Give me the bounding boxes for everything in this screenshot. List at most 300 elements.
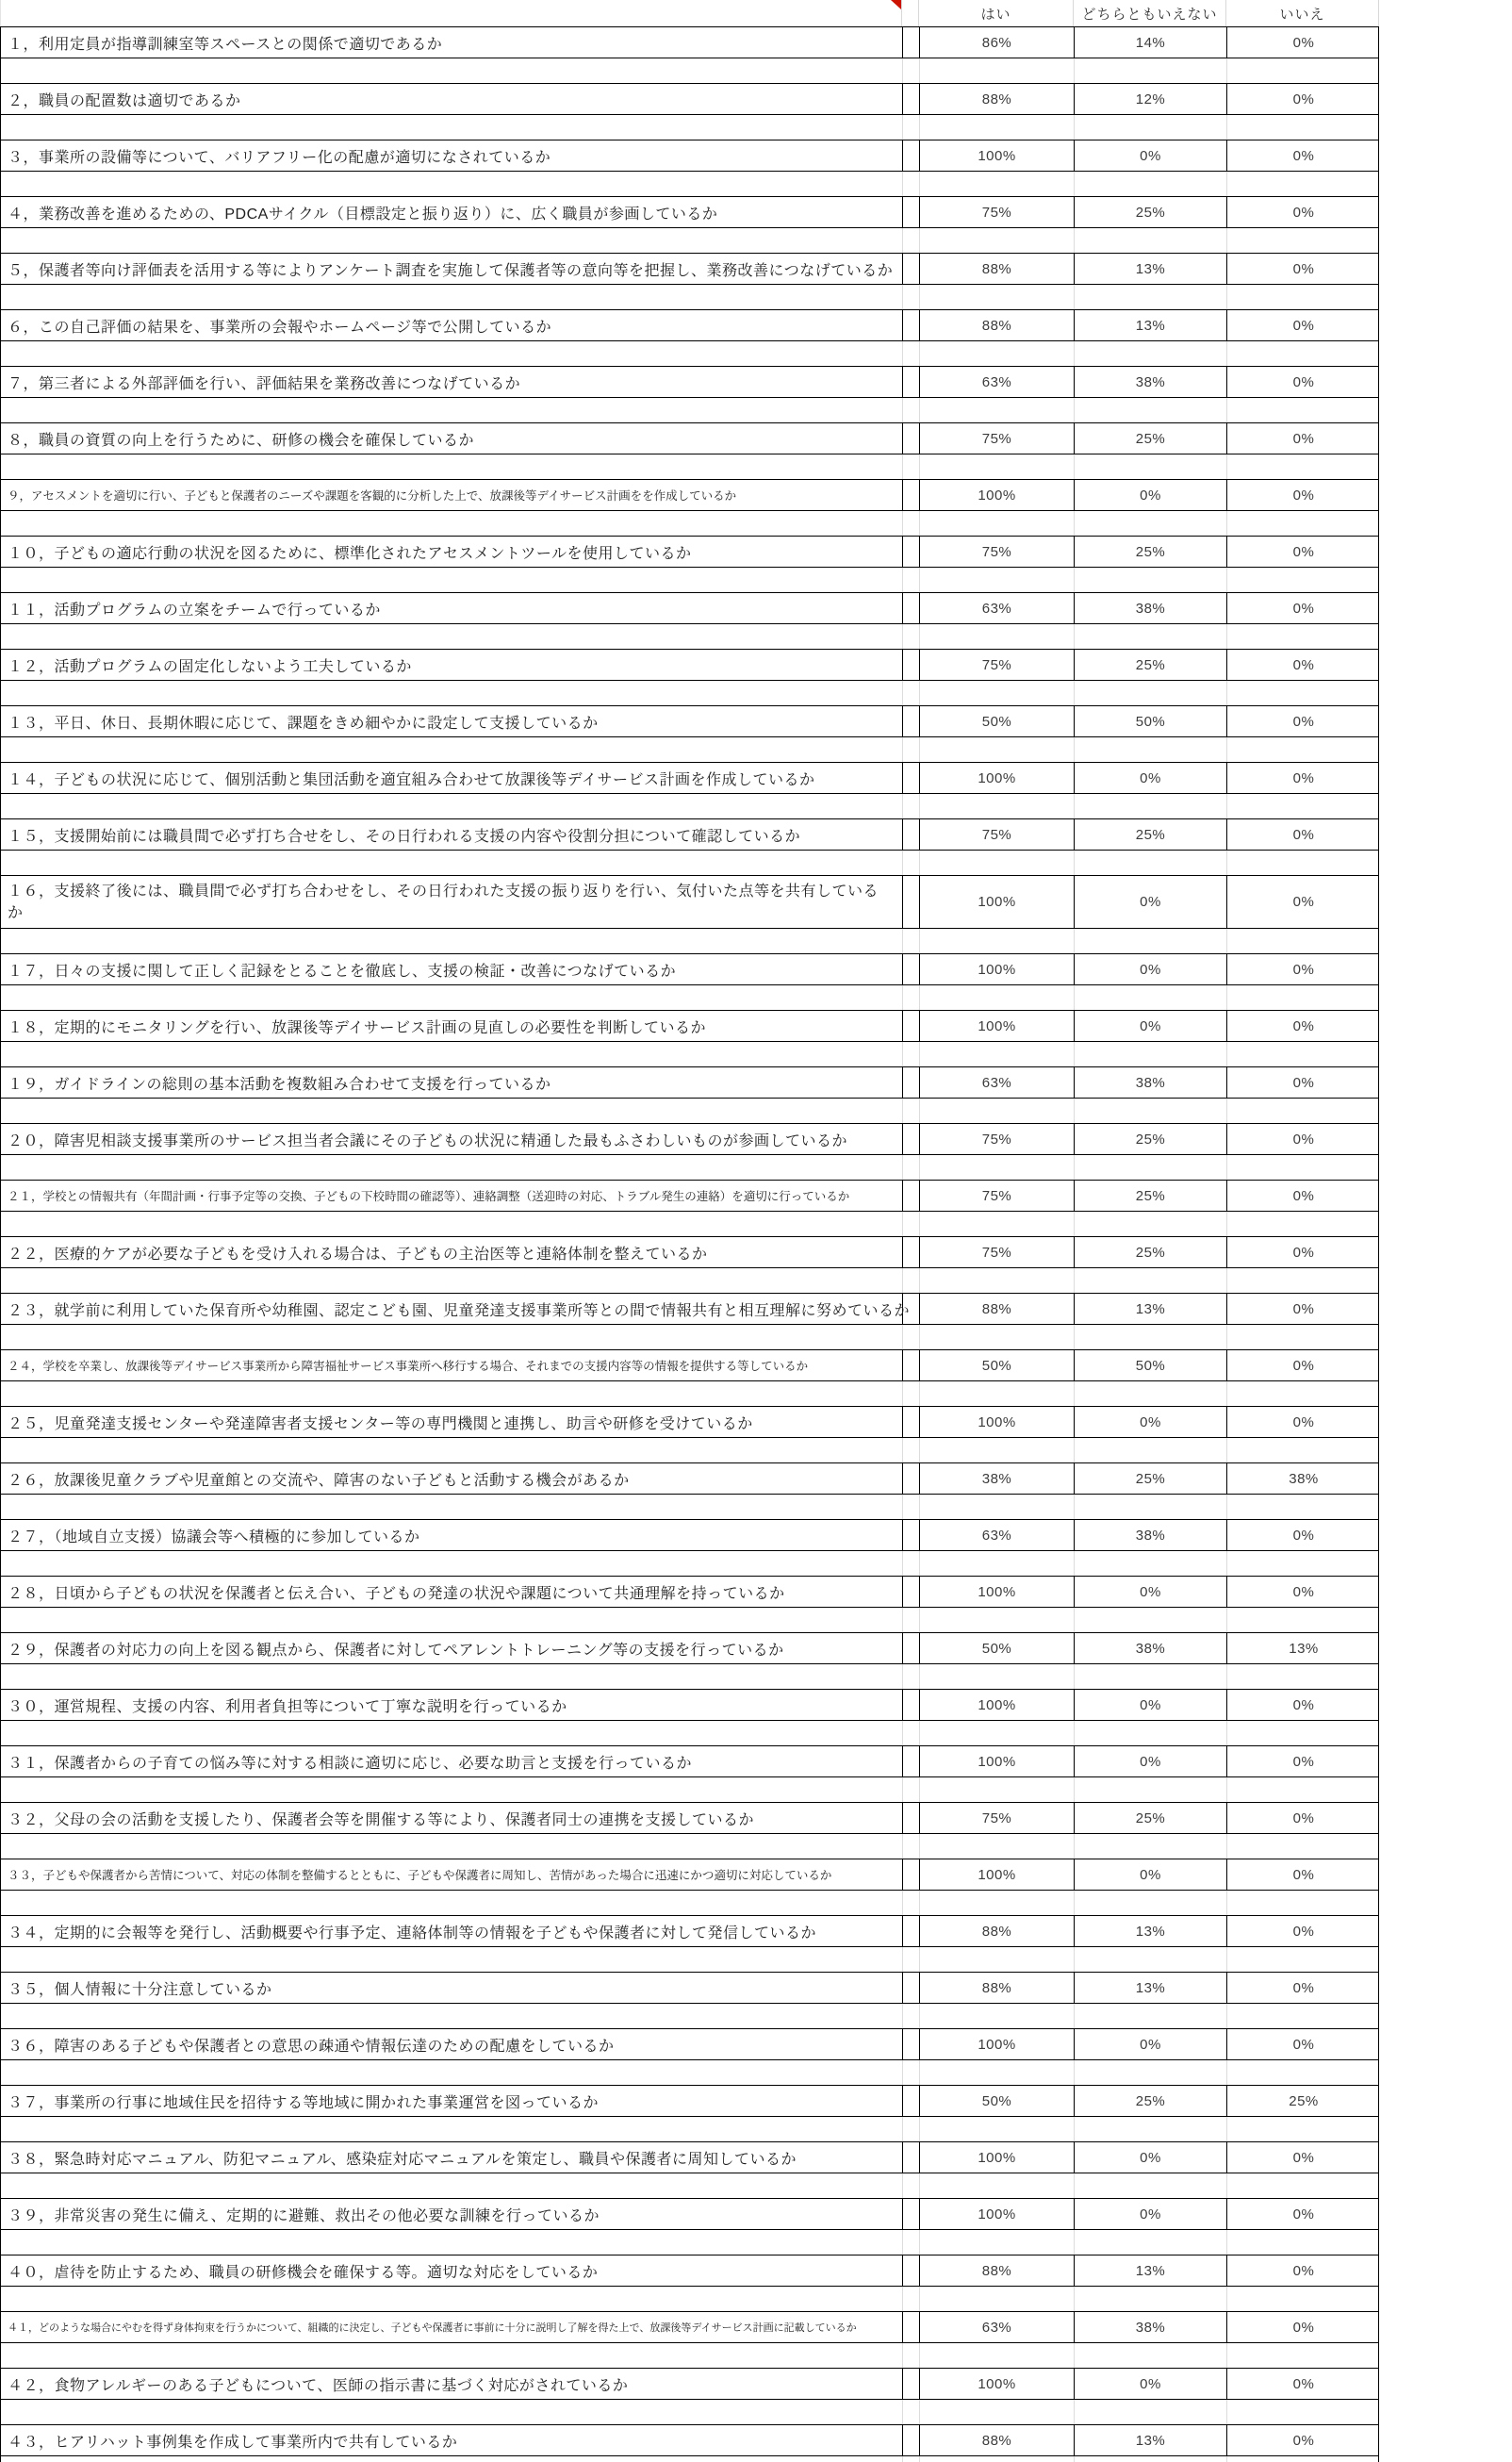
value-cell-no[interactable]: 38% (1289, 1470, 1319, 1487)
value-cell-neither[interactable]: 0% (1075, 480, 1227, 510)
spacer-row (0, 1551, 1379, 1576)
value-cell-yes[interactable]: 75% (920, 197, 1075, 227)
question-text-cell[interactable]: １４，子どもの状況に応じて、個別活動と集団活動を適宜組み合わせて放課後等デイサービス計画を作成しているか (1, 763, 903, 793)
spacer-cell (903, 1664, 920, 1689)
question-text-cell[interactable]: ２４，学校を卒業し、放課後等デイサービス事業所から障害福祉サービス事業所へ移行する場合、それまでの支援内容等の情報を提供する等しているか (1, 1350, 903, 1380)
value-cell-neither[interactable]: 25% (1075, 1124, 1227, 1154)
gap-cell[interactable] (903, 197, 920, 227)
spacer-cell (920, 2343, 1075, 2368)
value-cell-neither[interactable]: 38% (1075, 367, 1227, 397)
gap-cell[interactable] (903, 1690, 920, 1720)
question-text-cell[interactable]: ４１，どのような場合にやむを得ず身体拘束を行うかについて、組織的に決定し、子どもや保護者に事前に十分に説明し了解を得た上で、放課後等デイサービス計画に記載しているか (1, 2312, 903, 2342)
gap-cell[interactable] (903, 1746, 920, 1776)
value-cell-neither[interactable]: 12% (1075, 84, 1227, 114)
column-header-yes[interactable]: はい (919, 0, 1074, 26)
spacer-cell (903, 2287, 920, 2311)
question-text-cell[interactable]: ３５，個人情報に十分注意しているか (1, 1973, 903, 2003)
value-cell-yes[interactable]: 88% (920, 254, 1075, 284)
question-text-cell[interactable]: １８，定期的にモニタリングを行い、放課後等デイサービス計画の見直しの必要性を判断しているか (1, 1011, 903, 1041)
question-text-cell[interactable]: ２３，就学前に利用していた保育所や幼稚園、認定こども園、児童発達支援事業所等との間で情報共有と相互理解に努めているか (1, 1294, 903, 1324)
gap-cell[interactable] (903, 763, 920, 793)
spacer-cell (1075, 568, 1227, 592)
value-cell-neither[interactable]: 38% (1075, 1633, 1227, 1663)
value-cell-yes[interactable]: 100% (920, 1577, 1075, 1607)
spacer-cell (1075, 228, 1227, 253)
question-text-cell[interactable]: １６，支援終了後には、職員間で必ず打ち合わせをし、その日行われた支援の振り返りを行い、気付いた点等を共有しているか (1, 876, 903, 928)
value-cell-neither[interactable]: 25% (1075, 1463, 1227, 1494)
question-text-cell[interactable]: ４３，ヒアリハット事例集を作成して事業所内で共有しているか (1, 2425, 903, 2455)
value-cell-no[interactable]: 0% (1292, 1357, 1315, 1374)
question-text-cell[interactable]: ２６，放課後児童クラブや児童館との交流や、障害のない子どもと活動する機会があるか (1, 1463, 903, 1494)
question-text-cell[interactable]: ３２，父母の会の活動を支援したり、保護者会等を開催する等により、保護者同士の連携を支援しているか (1, 1803, 903, 1833)
spacer-cell (1075, 1608, 1227, 1632)
spacer-cell (903, 737, 920, 762)
value-cell-yes[interactable]: 50% (920, 2086, 1075, 2116)
spacer-cell (920, 2287, 1075, 2311)
gap-cell[interactable] (903, 1633, 920, 1663)
question-text-cell[interactable]: ２８，日頃から子どもの状況を保護者と伝え合い、子どもの発達の状況や課題について共通理解を持っているか (1, 1577, 903, 1607)
table-row (0, 1632, 1379, 1664)
value-cell-yes[interactable]: 50% (920, 1350, 1075, 1380)
value-cell-no[interactable]: 0% (1292, 1244, 1315, 1261)
question-text-cell[interactable]: ２２，医療的ケアが必要な子どもを受け入れる場合は、子どもの主治医等と連絡体制を整えているか (1, 1237, 903, 1267)
value-cell-neither[interactable]: 38% (1075, 2312, 1227, 2342)
value-cell-neither[interactable]: 13% (1075, 1973, 1227, 2003)
spacer-cell (1, 1664, 903, 1689)
value-cell-neither[interactable]: 50% (1075, 1350, 1227, 1380)
spacer-cell (1075, 1947, 1227, 1972)
header-gap-cell[interactable] (902, 0, 919, 26)
value-cell-neither[interactable]: 0% (1075, 1690, 1227, 1720)
question-text-cell[interactable]: ３７，事業所の行事に地域住民を招待する等地域に開かれた事業運営を図っているか (1, 2086, 903, 2116)
question-text-cell[interactable]: １，利用定員が指導訓練室等スペースとの関係で適切であるか (1, 27, 903, 58)
question-text-cell[interactable]: ７，第三者による外部評価を行い、評価結果を業務改善につなげているか (1, 367, 903, 397)
spacer-cell (920, 1212, 1075, 1236)
column-header-neither[interactable]: どちらともいえない (1074, 0, 1226, 26)
value-cell-yes[interactable]: 100% (920, 1407, 1075, 1437)
spacer-cell (920, 1721, 1075, 1745)
value-cell-neither[interactable]: 13% (1075, 1916, 1227, 1946)
spacer-cell (1227, 794, 1380, 818)
value-cell-yes[interactable]: 50% (920, 706, 1075, 736)
value-cell-yes[interactable]: 100% (920, 1690, 1075, 1720)
spacer-cell (1, 2456, 903, 2462)
value-cell-neither[interactable]: 25% (1075, 2086, 1227, 2116)
column-header-no[interactable]: いいえ (1226, 0, 1379, 26)
spacer-cell (1075, 2004, 1227, 2028)
gap-cell[interactable] (903, 819, 920, 850)
value-cell-yes[interactable]: 100% (920, 763, 1075, 793)
gap-cell[interactable] (903, 1859, 920, 1890)
value-cell-no[interactable]: 0% (1292, 769, 1315, 786)
spacer-cell (903, 1381, 920, 1406)
spacer-row (0, 58, 1379, 83)
question-text-cell[interactable]: １０，子どもの適応行動の状況を図るために、標準化されたアセスメントツールを使用しているか (1, 537, 903, 567)
gap-cell[interactable] (903, 1181, 920, 1211)
gap-cell[interactable] (903, 706, 920, 736)
gap-cell[interactable] (903, 1973, 920, 2003)
gap-cell[interactable] (903, 537, 920, 567)
spacer-cell (920, 1099, 1075, 1123)
value-cell-yes[interactable]: 88% (920, 84, 1075, 114)
value-cell-no[interactable]: 0% (1292, 2262, 1315, 2279)
question-text-cell[interactable]: ２９，保護者の対応力の向上を図る観点から、保護者に対してペアレントトレーニング等の支援を行っているか (1, 1633, 903, 1663)
question-text-cell[interactable]: ２１，学校との情報共有（年間計画・行事予定等の交換、子どもの下校時間の確認等）、連絡調整（送迎時の対応、トラブル発生の連絡）を適切に行っているか (1, 1181, 903, 1211)
question-text-cell[interactable]: ３９，非常災害の発生に備え、定期的に避難、救出その他必要な訓練を行っているか (1, 2199, 903, 2229)
gap-cell[interactable] (903, 1803, 920, 1833)
gap-cell[interactable] (903, 2312, 920, 2342)
gap-cell[interactable] (903, 2142, 920, 2173)
value-cell-neither[interactable]: 25% (1075, 423, 1227, 454)
spacer-cell (1, 228, 903, 253)
question-text-cell[interactable]: ３６，障害のある子どもや保護者との意思の疎通や情報伝達のための配慮をしているか (1, 2029, 903, 2059)
spacer-cell (920, 172, 1075, 196)
question-text-cell[interactable]: ５，保護者等向け評価表を活用する等によりアンケート調査を実施して保護者等の意向等を把握し、業務改善につなげているか (1, 254, 903, 284)
value-cell-no[interactable]: 0% (1292, 2375, 1315, 2392)
value-cell-neither[interactable]: 0% (1075, 2142, 1227, 2173)
value-cell-neither[interactable]: 25% (1075, 819, 1227, 850)
value-cell-no[interactable]: 0% (1292, 317, 1315, 334)
value-cell-neither[interactable]: 13% (1075, 254, 1227, 284)
value-cell-yes[interactable]: 100% (920, 2199, 1075, 2229)
value-cell-no[interactable]: 0% (1292, 1187, 1315, 1204)
gap-cell[interactable] (903, 423, 920, 454)
value-cell-yes[interactable]: 100% (920, 1746, 1075, 1776)
question-text-cell[interactable]: ２５，児童発達支援センターや発達障害者支援センター等の専門機関と連携し、助言や研修を受けているか (1, 1407, 903, 1437)
value-cell-neither[interactable]: 25% (1075, 650, 1227, 680)
value-cell-yes[interactable]: 75% (920, 423, 1075, 454)
value-cell-no[interactable]: 0% (1292, 1413, 1315, 1430)
value-cell-no[interactable]: 0% (1292, 2206, 1315, 2222)
question-text-cell[interactable]: ４０，虐待を防止するため、職員の研修機会を確保する等。適切な対応をしているか (1, 2255, 903, 2286)
value-cell-no[interactable]: 0% (1292, 600, 1315, 617)
spacer-cell (903, 1947, 920, 1972)
value-cell-yes[interactable]: 88% (920, 310, 1075, 340)
value-cell-yes[interactable]: 100% (920, 876, 1075, 928)
value-cell-no[interactable]: 0% (1292, 487, 1315, 504)
gap-cell[interactable] (903, 876, 920, 928)
gap-cell[interactable] (903, 27, 920, 58)
table-row (0, 875, 1379, 929)
gap-cell[interactable] (903, 480, 920, 510)
value-cell-neither[interactable]: 13% (1075, 1294, 1227, 1324)
question-text-cell[interactable]: ４２，食物アレルギーのある子どもについて、医師の指示書に基づく対応がされているか (1, 2369, 903, 2399)
question-text-cell[interactable]: ２０，障害児相談支援事業所のサービス担当者会議にその子どもの状況に精通した最もふさわしいものが参画しているか (1, 1124, 903, 1154)
value-cell-yes[interactable]: 63% (920, 593, 1075, 623)
spacer-row (0, 681, 1379, 705)
value-cell-yes[interactable]: 38% (920, 1463, 1075, 1494)
spacer-row (0, 624, 1379, 649)
value-cell-no[interactable]: 0% (1292, 373, 1315, 390)
question-text-cell[interactable]: ３０，運営規程、支援の内容、利用者負担等について丁寧な説明を行っているか (1, 1690, 903, 1720)
value-cell-neither[interactable]: 0% (1075, 1011, 1227, 1041)
value-cell-neither[interactable]: 50% (1075, 706, 1227, 736)
question-text-cell[interactable]: １９，ガイドラインの総則の基本活動を複数組み合わせて支援を行っているか (1, 1067, 903, 1098)
gap-cell[interactable] (903, 2425, 920, 2455)
value-cell-no[interactable]: 0% (1292, 1923, 1315, 1940)
question-text-cell[interactable]: ２７，（地域自立支援）協議会等へ積極的に参加しているか (1, 1520, 903, 1550)
value-cell-neither[interactable]: 13% (1075, 310, 1227, 340)
question-text-cell[interactable]: １５，支援開始前には職員間で必ず打ち合せをし、その日行われる支援の内容や役割分担について確認しているか (1, 819, 903, 850)
spacer-cell (1227, 2173, 1380, 2198)
value-cell-yes[interactable]: 63% (920, 1520, 1075, 1550)
gap-cell[interactable] (903, 1577, 920, 1607)
gap-cell[interactable] (903, 310, 920, 340)
gap-cell[interactable] (903, 1463, 920, 1494)
spacer-cell (1075, 1721, 1227, 1745)
table-row (0, 1349, 1379, 1381)
gap-cell[interactable] (903, 1124, 920, 1154)
spacer-cell (1075, 398, 1227, 422)
question-text-cell[interactable]: １１，活動プログラムの立案をチームで行っているか (1, 593, 903, 623)
question-text-cell[interactable]: ３４，定期的に会報等を発行し、活動概要や行事予定、連絡体制等の情報を子どもや保護者に対して発信しているか (1, 1916, 903, 1946)
spacer-cell (1075, 341, 1227, 366)
value-cell-neither[interactable]: 0% (1075, 763, 1227, 793)
value-cell-no[interactable]: 0% (1292, 2149, 1315, 2166)
value-cell-neither[interactable]: 14% (1075, 27, 1227, 58)
question-text-cell[interactable]: １７，日々の支援に関して正しく記録をとることを徹底し、支援の検証・改善につなげているか (1, 954, 903, 984)
value-cell-neither[interactable]: 25% (1075, 1237, 1227, 1267)
spacer-row (0, 2004, 1379, 2028)
gap-cell[interactable] (903, 1520, 920, 1550)
question-text-cell[interactable]: ３１，保護者からの子育ての悩み等に対する相談に適切に応じ、必要な助言と支援を行っているか (1, 1746, 903, 1776)
value-cell-no[interactable]: 0% (1292, 826, 1315, 843)
spacer-cell (1227, 228, 1380, 253)
value-cell-yes[interactable]: 50% (920, 1633, 1075, 1663)
spacer-cell (1075, 1212, 1227, 1236)
gap-cell[interactable] (903, 254, 920, 284)
spacer-cell (1227, 454, 1380, 479)
question-text-cell[interactable]: １３，平日、休日、長期休暇に応じて、課題をきめ細やかに設定して支援しているか (1, 706, 903, 736)
spacer-cell (920, 1155, 1075, 1180)
question-text-cell[interactable]: ９，アセスメントを適切に行い、子どもと保護者のニーズや課題を客観的に分析した上で、放課後等デイサービス計画をを作成しているか (1, 480, 903, 510)
gap-cell[interactable] (903, 2369, 920, 2399)
gap-cell[interactable] (903, 2199, 920, 2229)
value-cell-yes[interactable]: 75% (920, 537, 1075, 567)
value-cell-yes[interactable]: 75% (920, 1181, 1075, 1211)
spacer-cell (1, 1099, 903, 1123)
spacer-cell (1075, 1777, 1227, 1802)
value-cell-neither[interactable]: 0% (1075, 1859, 1227, 1890)
value-cell-neither[interactable]: 25% (1075, 197, 1227, 227)
value-cell-no[interactable]: 0% (1292, 1809, 1315, 1826)
question-text-cell[interactable]: ６，この自己評価の結果を、事業所の会報やホームページ等で公開しているか (1, 310, 903, 340)
value-cell-no[interactable]: 0% (1292, 656, 1315, 673)
value-cell-yes[interactable]: 63% (920, 2312, 1075, 2342)
value-cell-neither[interactable]: 0% (1075, 1577, 1227, 1607)
value-cell-no[interactable]: 0% (1292, 204, 1315, 221)
gap-cell[interactable] (903, 2255, 920, 2286)
value-cell-neither[interactable]: 13% (1075, 2255, 1227, 2286)
value-cell-neither[interactable]: 0% (1075, 2199, 1227, 2229)
value-cell-no[interactable]: 0% (1292, 543, 1315, 560)
gap-cell[interactable] (903, 650, 920, 680)
value-cell-no[interactable]: 0% (1292, 34, 1315, 51)
spacer-cell (1227, 2456, 1380, 2462)
value-cell-no[interactable]: 0% (1292, 894, 1315, 910)
spacer-cell (1, 1777, 903, 1802)
value-cell-yes[interactable]: 88% (920, 1916, 1075, 1946)
spacer-cell (903, 1777, 920, 1802)
spacer-cell (1227, 511, 1380, 536)
value-cell-yes[interactable]: 88% (920, 2255, 1075, 2286)
value-cell-no[interactable]: 0% (1292, 713, 1315, 730)
spacer-cell (1, 1212, 903, 1236)
spacer-cell (1, 2343, 903, 2368)
value-cell-yes[interactable]: 75% (920, 1124, 1075, 1154)
value-cell-neither[interactable]: 0% (1075, 2029, 1227, 2059)
gap-cell[interactable] (903, 84, 920, 114)
spacer-row (0, 1834, 1379, 1859)
value-cell-neither[interactable]: 0% (1075, 140, 1227, 171)
value-cell-neither[interactable]: 25% (1075, 1803, 1227, 1833)
value-cell-neither[interactable]: 38% (1075, 1067, 1227, 1098)
value-cell-no[interactable]: 0% (1292, 961, 1315, 978)
value-cell-yes[interactable]: 100% (920, 1859, 1075, 1890)
gap-cell[interactable] (903, 1916, 920, 1946)
value-cell-no[interactable]: 0% (1292, 2432, 1315, 2449)
value-cell-neither[interactable]: 38% (1075, 593, 1227, 623)
table-row (0, 2085, 1379, 2117)
value-cell-yes[interactable]: 100% (920, 2029, 1075, 2059)
spacer-cell (1, 737, 903, 762)
table-row (0, 2311, 1379, 2343)
value-cell-yes[interactable]: 88% (920, 2425, 1075, 2455)
value-cell-neither[interactable]: 0% (1075, 954, 1227, 984)
spacer-cell (903, 929, 920, 953)
question-text-cell[interactable]: ３３，子どもや保護者から苦情について、対応の体制を整備するとともに、子どもや保護者に周知し、苦情があった場合に迅速にかつ適切に対応しているか (1, 1859, 903, 1890)
value-cell-neither[interactable]: 0% (1075, 876, 1227, 928)
question-text-cell[interactable]: １２，活動プログラムの固定化しないよう工夫しているか (1, 650, 903, 680)
value-cell-yes[interactable]: 63% (920, 367, 1075, 397)
value-cell-no[interactable]: 25% (1289, 2092, 1319, 2109)
spacer-row (0, 2400, 1379, 2424)
spacer-cell (1227, 737, 1380, 762)
spacer-cell (903, 115, 920, 140)
value-cell-yes[interactable]: 100% (920, 2142, 1075, 2173)
table-row (0, 1462, 1379, 1495)
value-cell-neither[interactable]: 0% (1075, 2369, 1227, 2399)
value-cell-no[interactable]: 0% (1292, 1866, 1315, 1883)
table-row (0, 1010, 1379, 1042)
gap-cell[interactable] (903, 593, 920, 623)
question-text-cell[interactable]: ８，職員の資質の向上を行うために、研修の機会を確保しているか (1, 423, 903, 454)
value-cell-yes[interactable]: 100% (920, 2369, 1075, 2399)
value-cell-yes[interactable]: 100% (920, 480, 1075, 510)
spacer-cell (920, 228, 1075, 253)
table-row (0, 1123, 1379, 1155)
gap-cell[interactable] (903, 1407, 920, 1437)
spacer-cell (1227, 1268, 1380, 1293)
value-cell-no[interactable]: 0% (1292, 1131, 1315, 1148)
spacer-cell (920, 1325, 1075, 1349)
table-row (0, 2141, 1379, 2173)
spacer-row (0, 568, 1379, 592)
gap-cell[interactable] (903, 1237, 920, 1267)
value-cell-no[interactable]: 13% (1289, 1640, 1319, 1657)
spacer-cell (1, 1608, 903, 1632)
value-cell-yes[interactable]: 88% (920, 1973, 1075, 2003)
spacer-row (0, 1381, 1379, 1406)
gap-cell[interactable] (903, 1011, 920, 1041)
value-cell-neither[interactable]: 38% (1075, 1520, 1227, 1550)
question-text-cell[interactable]: ２，職員の配置数は適切であるか (1, 84, 903, 114)
table-row (0, 1576, 1379, 1608)
value-cell-no[interactable]: 0% (1292, 1527, 1315, 1544)
question-text-cell[interactable]: ３，事業所の設備等について、バリアフリー化の配慮が適切になされているか (1, 140, 903, 171)
spacer-cell (1227, 2060, 1380, 2085)
value-cell-no[interactable]: 0% (1292, 2036, 1315, 2053)
value-cell-neither[interactable]: 25% (1075, 1181, 1227, 1211)
spacer-cell (920, 115, 1075, 140)
spacer-cell (1, 1155, 903, 1180)
gap-cell[interactable] (903, 954, 920, 984)
value-cell-neither[interactable]: 13% (1075, 2425, 1227, 2455)
value-cell-yes[interactable]: 75% (920, 650, 1075, 680)
spacer-cell (1227, 398, 1380, 422)
spacer-cell (920, 1268, 1075, 1293)
value-cell-yes[interactable]: 75% (920, 1237, 1075, 1267)
gap-cell[interactable] (903, 367, 920, 397)
header-question-cell[interactable] (0, 0, 902, 26)
value-cell-yes[interactable]: 100% (920, 140, 1075, 171)
value-cell-yes[interactable]: 75% (920, 819, 1075, 850)
gap-cell[interactable] (903, 1350, 920, 1380)
value-cell-yes[interactable]: 100% (920, 1011, 1075, 1041)
spacer-cell (1075, 172, 1227, 196)
spacer-cell (920, 511, 1075, 536)
spacer-cell (903, 1325, 920, 1349)
value-cell-no[interactable]: 0% (1292, 1300, 1315, 1317)
table-row (0, 1802, 1379, 1834)
value-cell-yes[interactable]: 75% (920, 1803, 1075, 1833)
gap-cell[interactable] (903, 140, 920, 171)
spacer-row (0, 1155, 1379, 1180)
value-cell-no[interactable]: 0% (1292, 1583, 1315, 1600)
value-cell-yes[interactable]: 86% (920, 27, 1075, 58)
value-cell-no[interactable]: 0% (1292, 147, 1315, 164)
value-cell-no[interactable]: 0% (1292, 430, 1315, 447)
value-cell-neither[interactable]: 25% (1075, 537, 1227, 567)
spacer-row (0, 285, 1379, 309)
value-cell-no[interactable]: 0% (1292, 1979, 1315, 1996)
value-cell-no[interactable]: 0% (1292, 1753, 1315, 1770)
gap-cell[interactable] (903, 2086, 920, 2116)
gap-cell[interactable] (903, 2029, 920, 2059)
value-cell-yes[interactable]: 63% (920, 1067, 1075, 1098)
spacer-cell (1, 794, 903, 818)
spacer-cell (903, 2343, 920, 2368)
question-text-cell[interactable]: ４，業務改善を進めるための、PDCAサイクル（目標設定と振り返り）に、広く職員が参画しているか (1, 197, 903, 227)
value-cell-yes[interactable]: 88% (920, 1294, 1075, 1324)
value-cell-no[interactable]: 0% (1292, 260, 1315, 277)
value-cell-yes[interactable]: 100% (920, 954, 1075, 984)
spacer-row (0, 115, 1379, 140)
value-cell-no[interactable]: 0% (1292, 2319, 1315, 2336)
value-cell-neither[interactable]: 0% (1075, 1746, 1227, 1776)
value-cell-no[interactable]: 0% (1292, 1074, 1315, 1091)
question-text-cell[interactable]: ３８，緊急時対応マニュアル、防犯マニュアル、感染症対応マニュアルを策定し、職員や保護者に周知しているか (1, 2142, 903, 2173)
value-cell-no[interactable]: 0% (1292, 1017, 1315, 1034)
value-cell-no[interactable]: 0% (1292, 91, 1315, 107)
spacer-cell (1075, 511, 1227, 536)
spacer-cell (1, 2230, 903, 2255)
gap-cell[interactable] (903, 1067, 920, 1098)
spacer-cell (1, 398, 903, 422)
value-cell-no[interactable]: 0% (1292, 1696, 1315, 1713)
value-cell-neither[interactable]: 0% (1075, 1407, 1227, 1437)
table-row (0, 762, 1379, 794)
